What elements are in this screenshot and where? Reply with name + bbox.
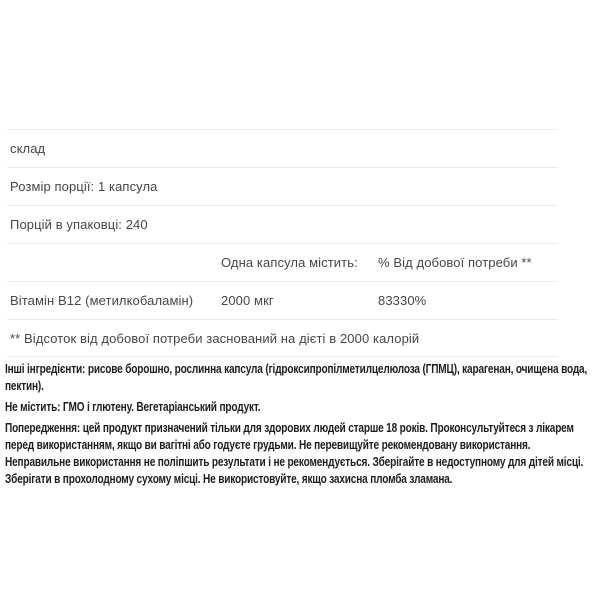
table-row-serving-size (7, 167, 557, 205)
other-ingredients-paragraph: Інші інгредієнти: рисове борошно, рослинна капсула (гідроксипропілметилцелюлоза (ГПМЦ), карагенан, очищена вода, пектин). (5, 362, 588, 393)
nutrient-amount: 2000 мкг (221, 293, 274, 308)
nutrient-daily-value: 83330% (378, 293, 427, 308)
facts-section-title: склад (10, 141, 46, 156)
free-of-paragraph: Не містить: ГМО і глютену. Вегетаріанський продукт. (5, 400, 261, 414)
warnings-paragraph: Попередження: цей продукт призначений тільки для здорових людей старше 18 років. Проконсультуйтеся з лікарем перед використанням, якщо ви вагітні або годуєте грудьми. Не перевищуйте рекомендовану використання. Неправильне використання не поліпшить результати і не рекомендується. Зберігайте в недоступному для дітей місці. Зберігати в прохолодному сухому місці. Не використовуйте, якщо захисна пломба зламана. (5, 421, 584, 486)
table-header-row (7, 243, 557, 281)
daily-value-footnote: ** Відсоток від добової потреби заснований на дієті в 2000 калорій (10, 330, 420, 346)
supplement-facts-table (7, 129, 557, 357)
servings-per-container-text: Порцій в упаковці: 240 (10, 217, 148, 232)
table-footnote-row (7, 319, 557, 357)
product-details-text (5, 361, 597, 492)
table-row-nutrient (7, 281, 557, 319)
column-header-daily-value: % Від добової потреби ** (378, 255, 532, 270)
column-header-amount: Одна капсула містить: (221, 255, 358, 270)
serving-size-text: Розмір порції: 1 капсула (10, 179, 158, 194)
table-row-title (7, 129, 557, 167)
table-row-servings-per-container (7, 205, 557, 243)
nutrient-name: Вітамін B12 (метилкобаламін) (10, 293, 194, 308)
